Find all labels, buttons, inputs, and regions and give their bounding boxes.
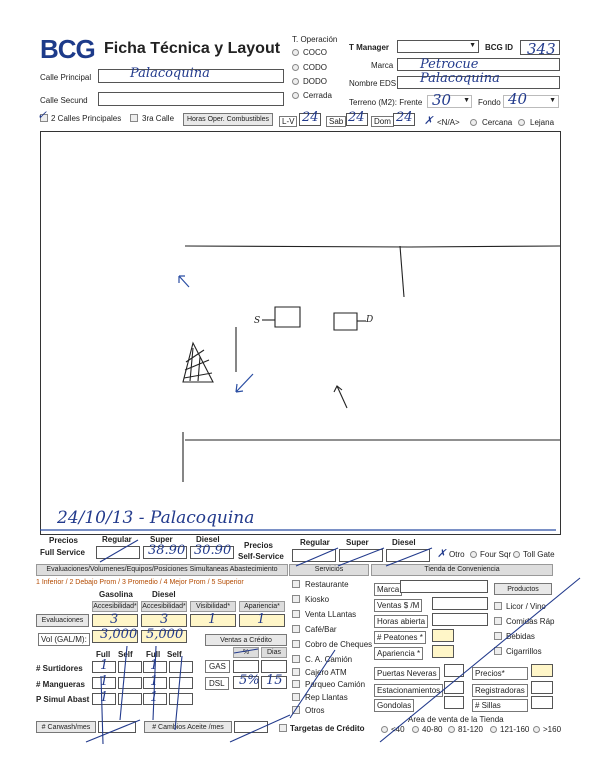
visibilidad-header: Visibilidad* — [190, 601, 236, 612]
page-title: Ficha Técnica y Layout — [104, 40, 281, 57]
full-diesel-value: 30.90 — [194, 543, 232, 558]
eval-apariencia-value: 1 — [257, 612, 266, 627]
otro-check-icon: ✗ — [437, 547, 447, 560]
hours-button[interactable]: Horas Oper. Combustibles — [183, 113, 273, 126]
ventas-credito-button[interactable]: Ventas a Crédito — [205, 634, 287, 646]
dsl-accesibilidad-header: Accesibilidad* — [142, 603, 186, 610]
store-marca-label: Marca — [374, 583, 402, 596]
self-dsl-label: Self — [167, 650, 182, 659]
apariencia-header: Apariencia* — [239, 601, 285, 612]
chevron-down-icon: ▼ — [549, 97, 556, 104]
count-value: 1 — [100, 658, 109, 673]
nombre-eds-value: Palacoquina — [420, 71, 500, 86]
vol-label: Vol (GAL/M): — [38, 633, 90, 646]
peatones-label: # Peatones * — [374, 631, 426, 644]
vol-dsl-value: 5,000 — [146, 627, 184, 642]
chevron-down-icon: ▼ — [463, 97, 470, 104]
carwash-button[interactable]: # Carwash/mes — [36, 721, 96, 733]
full-super-value: 38.90 — [148, 543, 186, 558]
mangueras-label: # Mangueras — [36, 680, 85, 689]
service-label: Venta LLantas — [305, 610, 357, 619]
count-value: 1 — [100, 690, 109, 705]
count-value: 1 — [150, 674, 159, 689]
self-super-label: Super — [346, 538, 369, 547]
tab-servicios[interactable]: Servicios — [289, 564, 369, 576]
lv-label: L-V — [279, 116, 297, 127]
service-label: Café/Bar — [305, 625, 337, 634]
self-gas-label: Self — [118, 650, 133, 659]
eval-gas-acc-value: 3 — [110, 612, 119, 627]
third-street-label: 3ra Calle — [142, 114, 175, 123]
marca-value: Petrocue — [420, 57, 479, 72]
tab-tienda[interactable]: Tienda de Conveniencia — [371, 564, 553, 576]
full-dsl-label: Full — [146, 650, 161, 659]
sketch-label-d: D — [366, 315, 374, 325]
puertas-neveras-label: Puertas Neveras — [374, 667, 440, 680]
service-label: Otros — [305, 706, 325, 715]
tarjetas-label: Targetas de Crédito — [290, 724, 365, 733]
registradoras-label: Registradoras — [472, 684, 528, 697]
eval-dsl-acc-value: 3 — [160, 612, 169, 627]
diesel-eval-label: Diesel — [152, 590, 176, 599]
sab-label: Sab — [326, 116, 346, 127]
tab-evaluaciones[interactable]: Evaluaciones/Volumenes/Equipos/Posiciones Simultaneas Abastecimiento — [36, 564, 288, 576]
count-value: 1 — [150, 690, 159, 705]
gondolas-label: Gondolas — [374, 699, 414, 712]
self-diesel-label: Diesel — [392, 538, 416, 547]
service-label: Parqueo Camión — [305, 680, 366, 689]
ventas-label: Ventas $ /M — [374, 599, 422, 612]
sketch-caption: 24/10/13 - Palacoquina — [57, 508, 255, 528]
x-mark-icon: ✗ — [424, 114, 434, 127]
calle-principal-value: Palacoquina — [130, 66, 210, 81]
fondo-value: 40 — [508, 90, 528, 108]
marca-label: Marca — [371, 61, 394, 70]
evaluaciones-button[interactable]: Evaluaciones — [36, 614, 89, 627]
self-service-label: Self-Service — [238, 552, 284, 561]
bcg-id-value: 343 — [527, 40, 556, 58]
dsl-dias-value: 15 — [266, 673, 283, 688]
two-streets-label: 2 Calles Principales — [51, 114, 122, 123]
service-label: Cajero ATM — [305, 668, 347, 677]
full-gas-label: Full — [96, 650, 111, 659]
self-regular-label: Regular — [300, 538, 330, 547]
full-service-label: Full Service — [40, 548, 85, 557]
bcg-logo: BCG — [40, 34, 95, 64]
dsl-label: DSL — [205, 677, 229, 690]
horas-abierta-label: Horas abierta — [374, 615, 428, 628]
frente-value: 30 — [432, 91, 452, 109]
gas-label: GAS — [205, 660, 230, 673]
count-value: 1 — [100, 674, 109, 689]
gas-accesibilidad-header: Accesibilidad* — [93, 603, 137, 610]
area-venta-label: Area de venta de la Tienda — [408, 715, 504, 724]
productos-button[interactable]: Productos — [494, 583, 552, 595]
lv-value: 24 — [302, 110, 319, 125]
calle-secundaria-label: Calle Secund — [40, 96, 88, 105]
diesel-label: Diesel — [196, 535, 220, 544]
gasolina-label: Gasolina — [99, 590, 133, 599]
service-label: Restaurante — [305, 580, 349, 589]
pct-header: % — [233, 647, 259, 658]
cambios-aceite-button[interactable]: # Cambios Aceite /mes — [144, 721, 232, 733]
service-label: Cobro de Cheques — [305, 640, 373, 649]
fondo-label: Fondo — [478, 98, 501, 107]
sab-value: 24 — [348, 110, 365, 125]
otro-label[interactable]: Otro — [449, 550, 465, 559]
precios-self-label: Precios — [244, 541, 273, 550]
dsl-pct-value: 5% — [239, 673, 260, 688]
service-label: C. A. Camión — [305, 655, 353, 664]
eval-visibilidad-value: 1 — [208, 612, 217, 627]
terreno-label: Terreno (M2): Frente — [349, 98, 423, 107]
dias-header: Dias — [261, 647, 287, 658]
sillas-label: # Sillas — [472, 699, 528, 712]
rating-scale: 1 Inferior / 2 Debajo Prom / 3 Promedio / 4 Mejor Prom / 5 Superior — [36, 579, 244, 586]
apariencia-store-label: Apariencia * — [374, 647, 423, 660]
dom-value: 24 — [396, 110, 413, 125]
calle-principal-label: Calle Principal — [40, 73, 92, 82]
dom-label: Dom — [371, 116, 394, 127]
na-label[interactable]: <N/A> — [437, 118, 460, 127]
check-mark-icon: ✓ — [37, 108, 48, 122]
bcg-id-label: BCG ID — [485, 43, 513, 52]
simul-label: P Simul Abast — [36, 695, 90, 704]
chevron-down-icon: ▼ — [469, 42, 476, 49]
service-label: Rep Llantas — [305, 693, 348, 702]
precios-store-label: Precios* — [472, 667, 528, 680]
operation-label: T. Operación — [292, 35, 338, 44]
vol-gas-value: 3,000 — [100, 627, 138, 642]
super-label: Super — [150, 535, 173, 544]
service-label: Kiosko — [305, 595, 330, 604]
manager-label: T Manager — [349, 43, 390, 52]
nombre-eds-label: Nombre EDS — [349, 79, 397, 88]
surtidores-label: # Surtidores — [36, 664, 83, 673]
sketch-label-s: S — [254, 316, 261, 326]
regular-label: Regular — [102, 535, 132, 544]
count-value: 1 — [150, 658, 159, 673]
estacionamientos-label: Estacionamientos — [374, 684, 443, 697]
precios-label: Precios — [49, 536, 78, 545]
